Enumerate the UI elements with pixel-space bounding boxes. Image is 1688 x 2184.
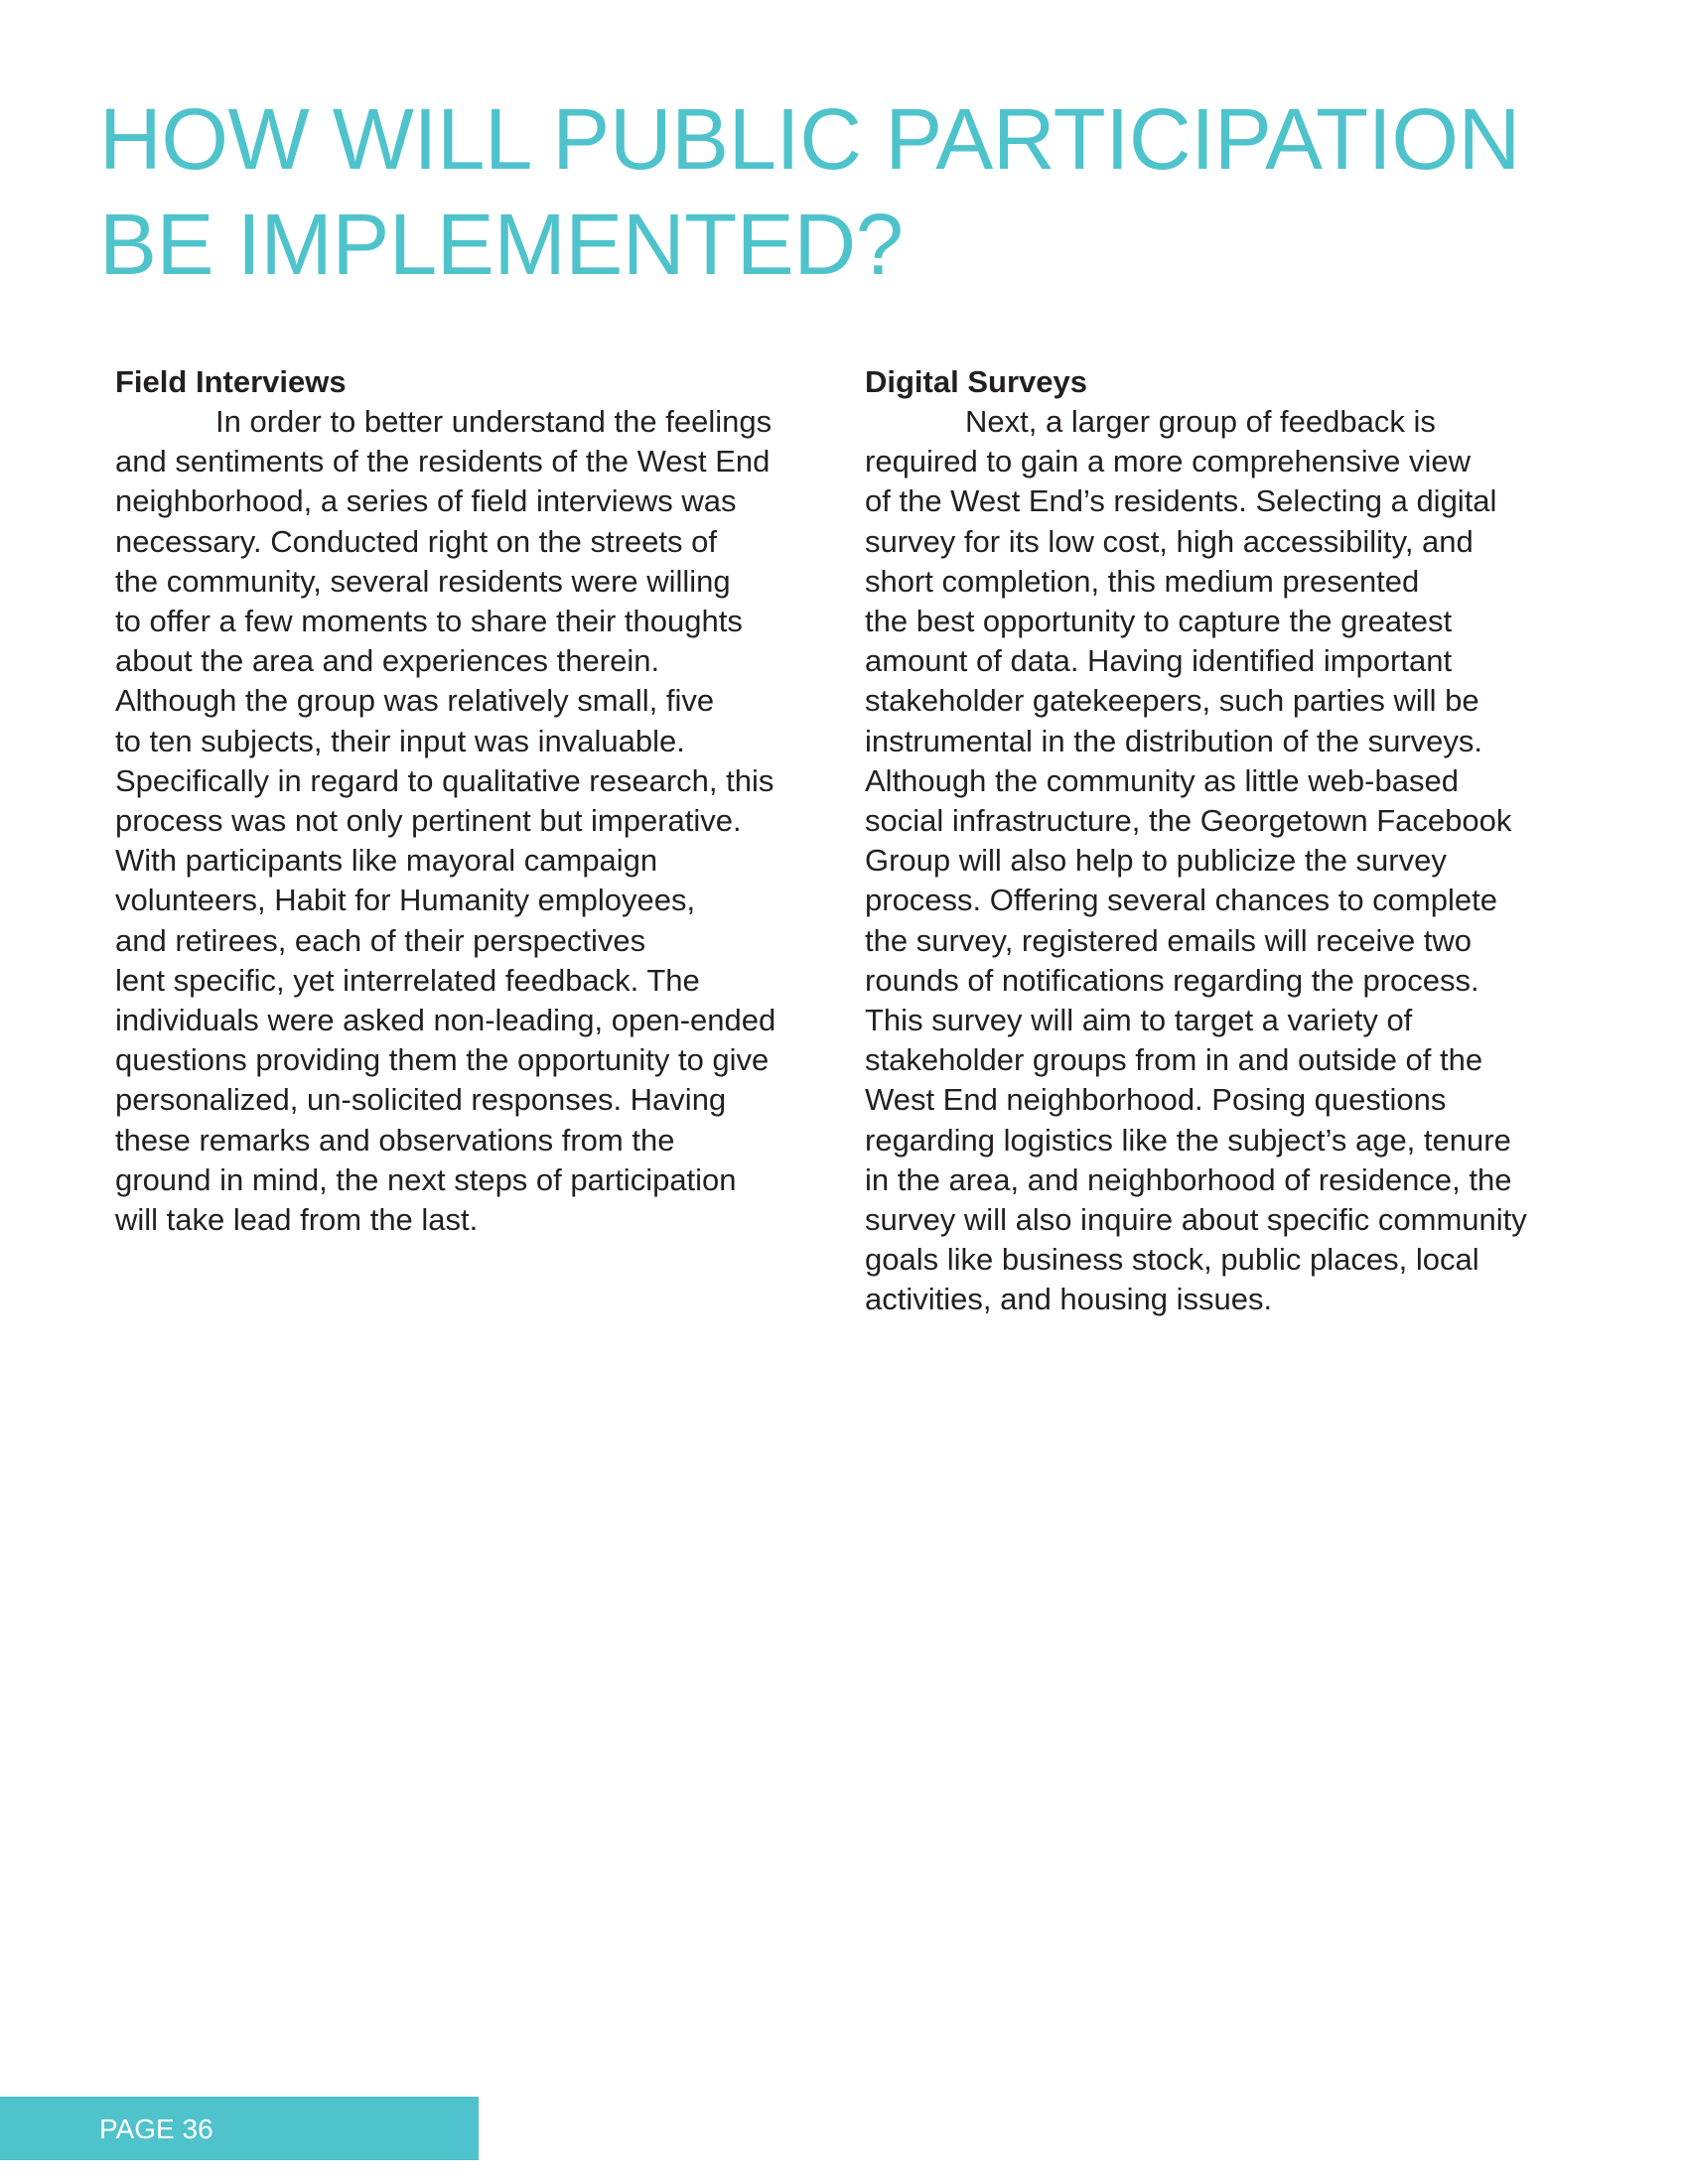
body-line: required to gain a more comprehensive view <box>865 444 1471 479</box>
body-line: stakeholder groups from in and outside of the <box>865 1042 1483 1078</box>
body-line: process was not only pertinent but imperative. <box>115 803 742 839</box>
body-line: and sentiments of the residents of the West End <box>115 444 771 479</box>
body-line: these remarks and observations from the <box>115 1122 675 1158</box>
body-line: will take lead from the last. <box>115 1202 479 1238</box>
body-line: West End neighborhood. Posing questions <box>865 1082 1447 1118</box>
body-line: Although the group was relatively small, five <box>115 683 715 719</box>
body-line: about the area and experiences therein. <box>115 643 660 679</box>
body-line: to ten subjects, their input was invaluable. <box>115 723 685 758</box>
body-line: in the area, and neighborhood of residence, the <box>865 1161 1512 1197</box>
body-line: the survey, registered emails will receive two <box>865 922 1473 958</box>
page-footer-bar <box>0 2097 479 2160</box>
body-line: ground in mind, the next steps of participation <box>115 1161 737 1197</box>
body-line: individuals were asked non-leading, open-ended <box>115 1003 776 1038</box>
body-line: goals like business stock, public places, local <box>865 1242 1479 1278</box>
body-line: to offer a few moments to share their thoughts <box>115 604 743 639</box>
body-line: Next, a larger group of feedback is <box>965 404 1436 439</box>
field-interviews-section <box>115 362 840 1240</box>
body-line: questions providing them the opportunity to give <box>115 1042 770 1078</box>
body-line: regarding logistics like the subject’s age, tenure <box>865 1122 1511 1158</box>
body-line: of the West End’s residents. Selecting a digital <box>865 483 1497 519</box>
body-line: Specifically in regard to qualitative research, this <box>115 762 774 798</box>
body-line: In order to better understand the feelings <box>215 404 773 439</box>
body-line: and retirees, each of their perspectives <box>115 922 646 958</box>
body-line: Although the community as little web-based <box>865 762 1459 798</box>
body-line: the community, several residents were willing <box>115 563 731 599</box>
body-line: instrumental in the distribution of the surveys. <box>865 723 1483 758</box>
body-line: social infrastructure, the Georgetown Facebook <box>865 803 1512 839</box>
body-line: survey for its low cost, high accessibility, and <box>865 523 1474 559</box>
body-line: amount of data. Having identified important <box>865 643 1453 679</box>
body-line: neighborhood, a series of field interviews was <box>115 483 737 519</box>
body-line: the best opportunity to capture the greatest <box>865 604 1453 639</box>
field-interviews-body <box>115 402 840 1240</box>
page-title <box>99 87 1609 298</box>
digital-surveys-body <box>865 402 1590 1320</box>
body-line: lent specific, yet interrelated feedback. The <box>115 962 700 998</box>
digital-surveys-heading: Digital Surveys <box>865 364 1087 399</box>
body-line: survey will also inquire about specific community <box>865 1202 1527 1238</box>
body-line: Group will also help to publicize the survey <box>865 843 1447 879</box>
page-title-line: HOW WILL PUBLIC PARTICIPATION <box>99 91 1520 188</box>
page-title-line: BE IMPLEMENTED? <box>99 197 904 293</box>
body-line: process. Offering several chances to complete <box>865 883 1497 918</box>
body-line: volunteers, Habit for Humanity employees, <box>115 883 696 918</box>
body-line: activities, and housing issues. <box>865 1282 1273 1317</box>
page-number: PAGE 36 <box>99 2114 213 2144</box>
body-line: With participants like mayoral campaign <box>115 843 658 879</box>
body-line: necessary. Conducted right on the streets of <box>115 523 717 559</box>
body-line: stakeholder gatekeepers, such parties will be <box>865 683 1479 719</box>
body-line: short completion, this medium presented <box>865 563 1420 599</box>
body-line: This survey will aim to target a variety of <box>865 1003 1413 1038</box>
body-line: personalized, un-solicited responses. Having <box>115 1082 727 1118</box>
field-interviews-heading: Field Interviews <box>115 364 347 399</box>
body-line: rounds of notifications regarding the process. <box>865 962 1479 998</box>
digital-surveys-section <box>865 362 1590 1320</box>
